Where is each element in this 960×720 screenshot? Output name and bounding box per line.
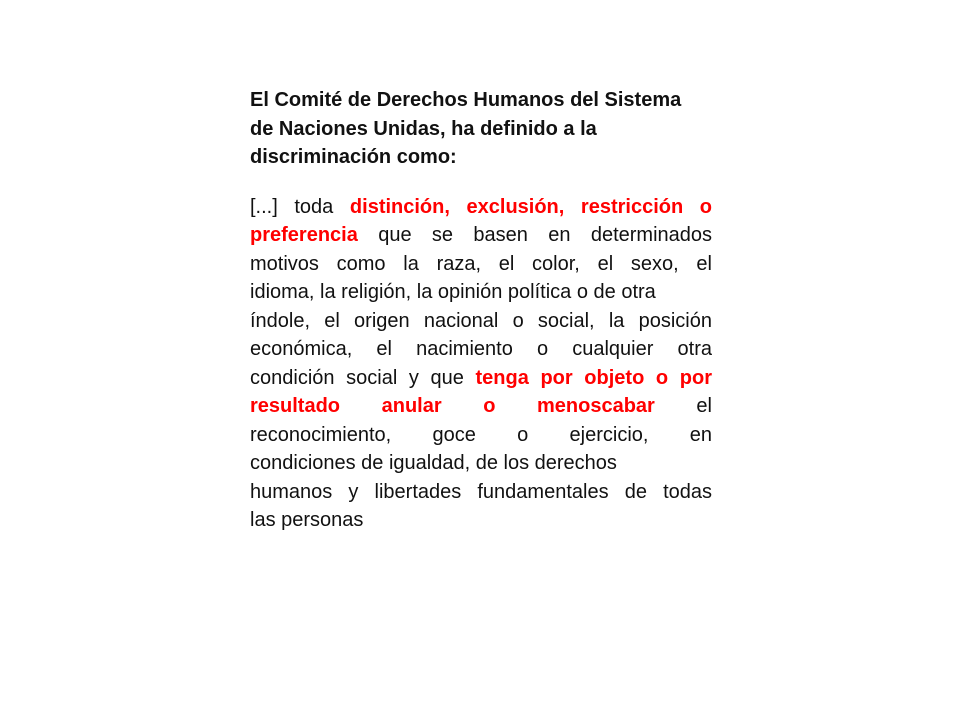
highlight-text: tenga por objeto o por <box>475 366 712 389</box>
quote-line-7 <box>250 364 712 393</box>
quote-line-4: idioma, la religión, la opinión política o de otra <box>250 281 656 303</box>
highlight-text: preferencia <box>250 224 358 246</box>
content-textbox <box>250 86 712 535</box>
quote-text: [...] toda <box>250 195 334 218</box>
quote-line-5: índole, el origen nacional o social, la posición <box>250 309 712 332</box>
highlight-text: resultado anular o menoscabar <box>250 395 655 417</box>
heading-line-2: de Naciones Unidas, ha definido a la <box>250 117 597 140</box>
quote-line-10: condiciones de igualdad, de los derechos <box>250 452 617 474</box>
quote-line-11: humanos y libertades fundamentales de todas <box>250 480 712 503</box>
quote-line-6: económica, el nacimiento o cualquier otra <box>250 338 712 360</box>
quote-line-9: reconocimiento, goce o ejercicio, en <box>250 423 712 446</box>
heading-line-3: discriminación como: <box>250 146 457 168</box>
quote-line-2 <box>250 221 712 250</box>
quote-line-1 <box>250 193 712 222</box>
quote-line-8 <box>250 392 712 421</box>
quote-line-3: motivos como la raza, el color, el sexo, el <box>250 252 712 275</box>
heading <box>250 86 712 172</box>
heading-line-1: El Comité de Derechos Humanos del Sistema <box>250 89 682 111</box>
quote-text: que se basen en determinados <box>378 224 713 246</box>
quote-text: condición social y que <box>250 366 464 389</box>
quote-line-12: las personas <box>250 509 364 531</box>
highlight-text: distinción, exclusión, restricción o <box>349 195 713 218</box>
quote-text: el <box>696 395 712 417</box>
definition-quote <box>250 193 712 535</box>
